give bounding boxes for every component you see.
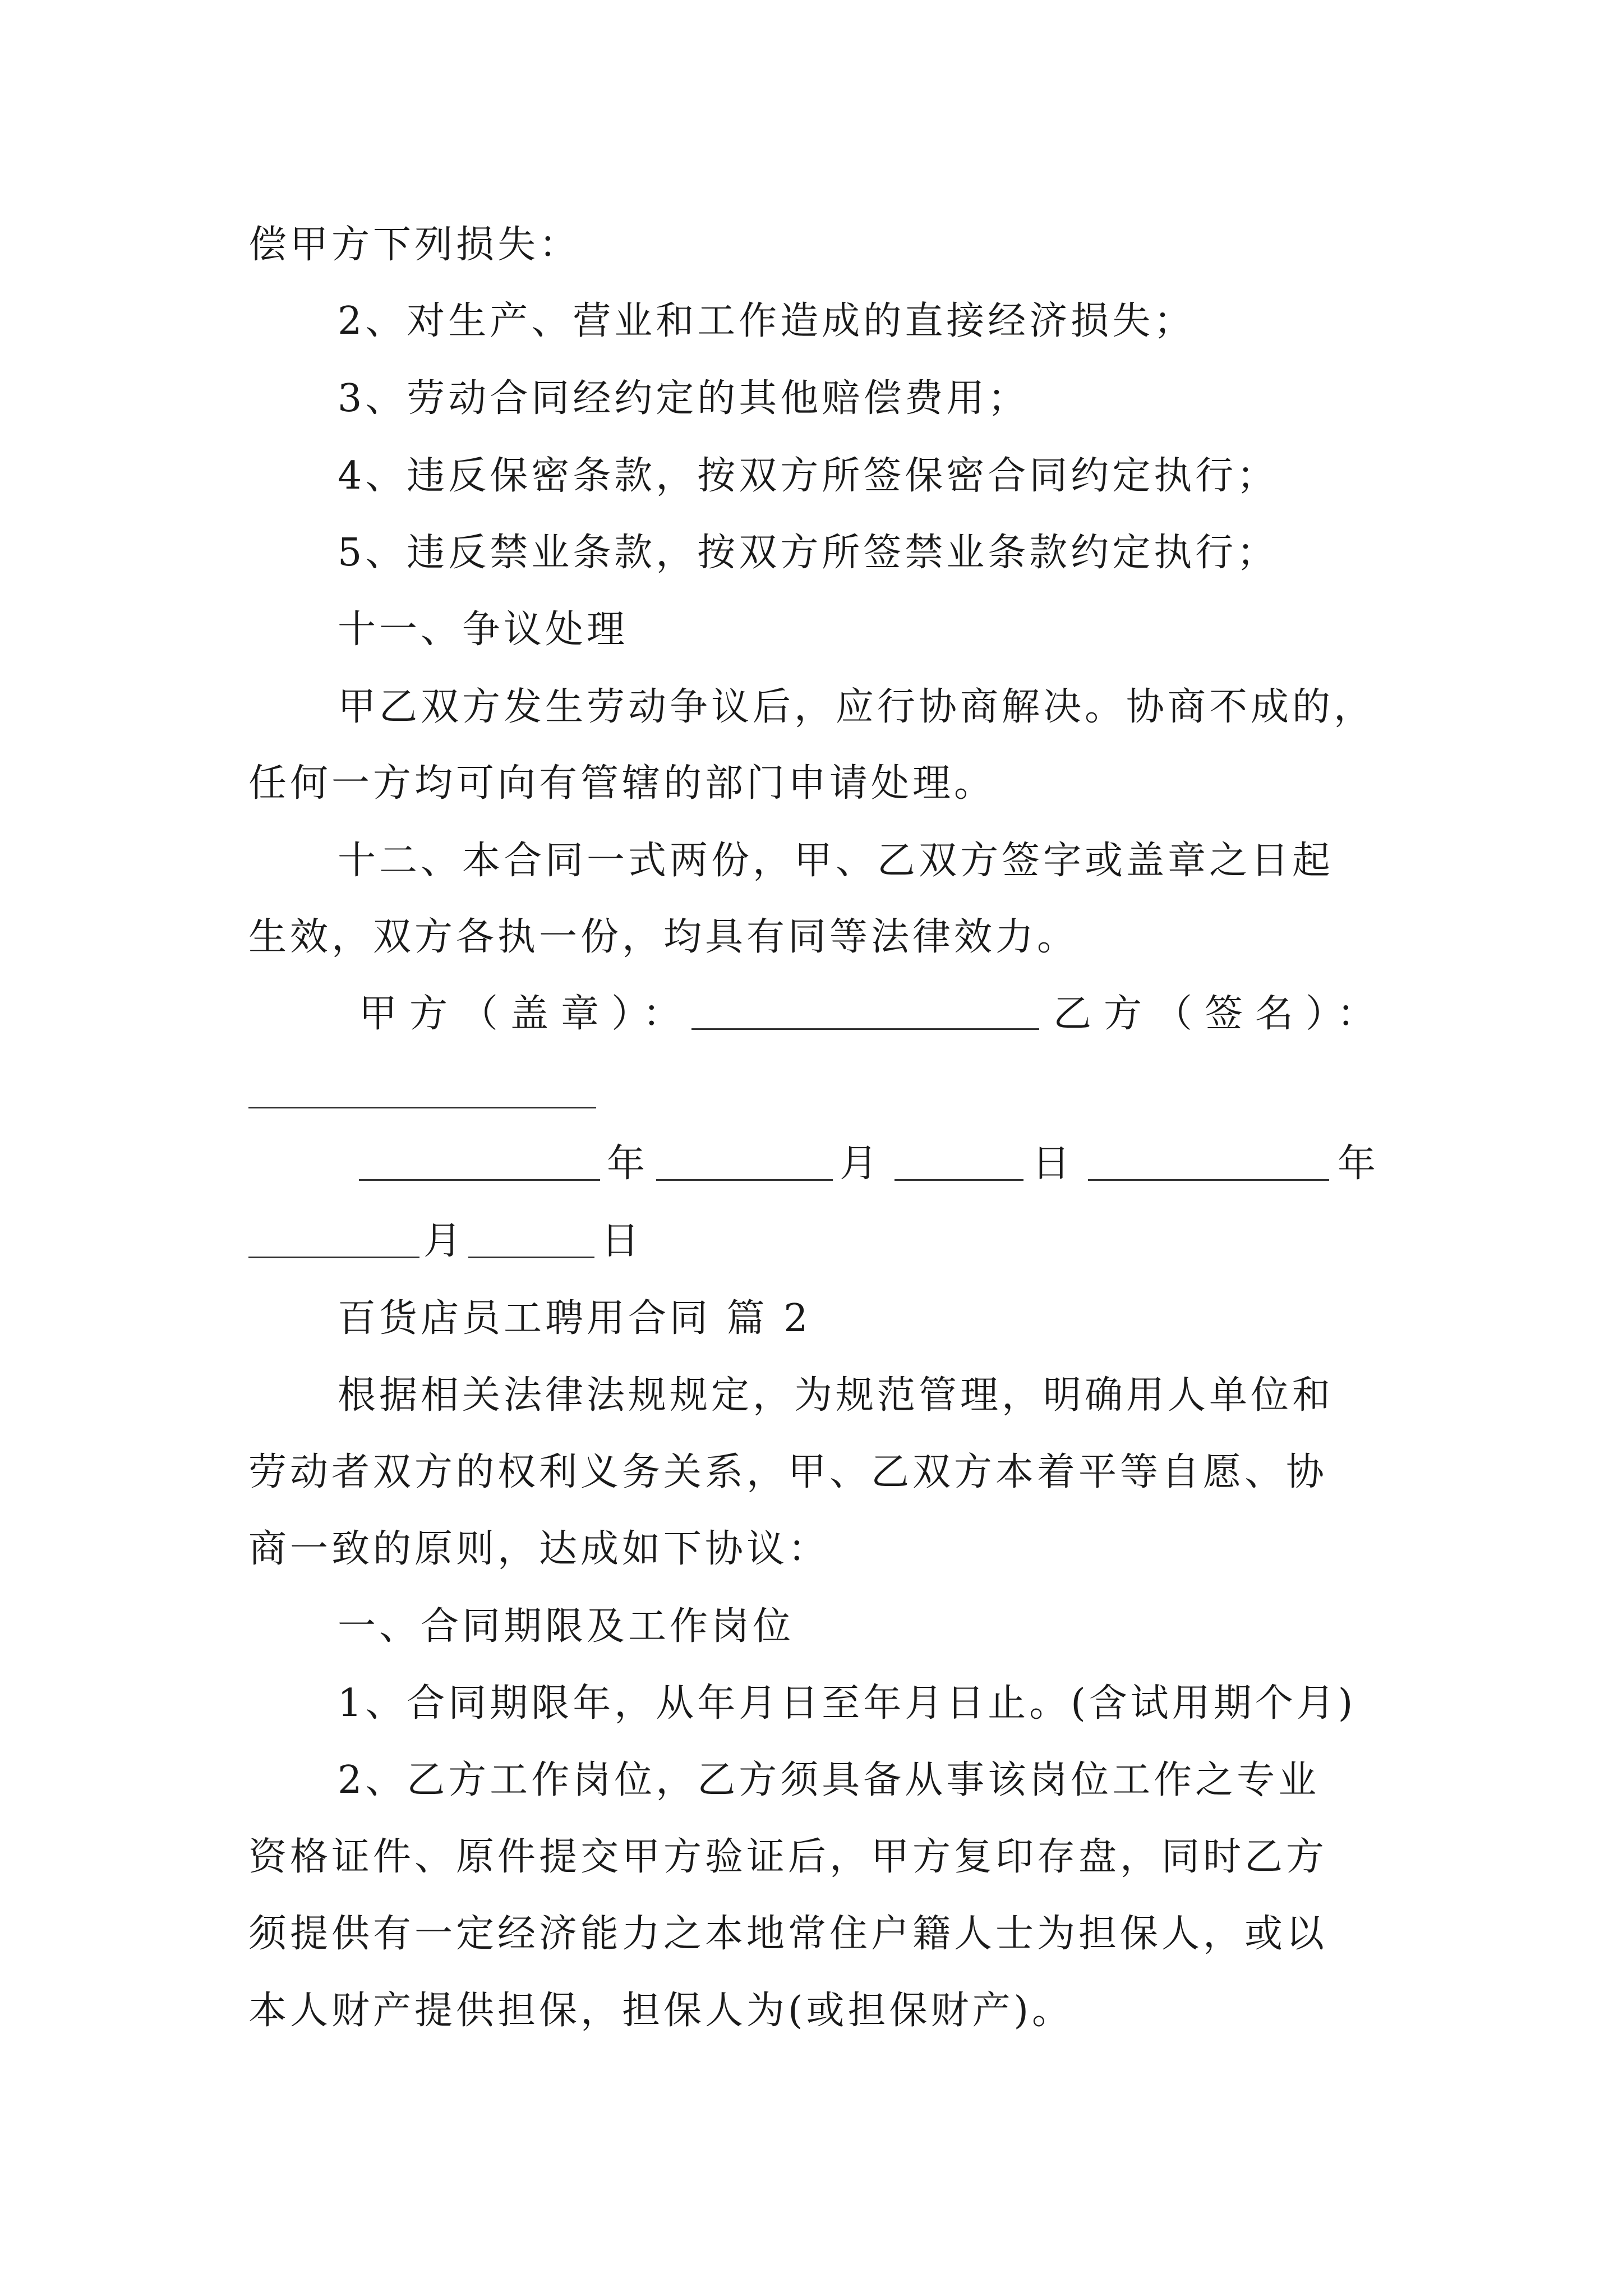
day-label: 日 (601, 1219, 640, 1263)
date-row-b (0, 1216, 1623, 1267)
text-line: 1、合同期限年，从年月日至年月日止。(含试用期个月) (338, 1681, 1357, 1726)
text-line: 2、对生产、营业和工作造成的直接经济损失； (338, 299, 1196, 343)
month-label: 月 (423, 1219, 462, 1263)
month-blank (248, 1257, 419, 1258)
date-row-a (0, 1139, 1623, 1189)
text-line: 2、乙方工作岗位，乙方须具备从事该岗位工作之专业 (338, 1758, 1320, 1802)
text-line: 资格证件、原件提交甲方验证后，甲方复印存盘，同时乙方 (248, 1835, 1328, 1879)
text-line: 十二、本合同一式两份，甲、乙双方签字或盖章之日起 (338, 839, 1334, 883)
text-line: 根据相关法律法规规定，为规范管理，明确用人单位和 (338, 1373, 1334, 1418)
party-b-label: 乙方（签名）： (1053, 992, 1388, 1036)
section-heading: 十一、争议处理 (338, 608, 629, 652)
year-label: 年 (607, 1142, 645, 1186)
day-label: 日 (1032, 1142, 1071, 1186)
text-line: 商一致的原则，达成如下协议： (248, 1527, 830, 1571)
text-line: 5、违反禁业条款，按双方所签禁业条款约定执行； (338, 531, 1279, 575)
year-blank (359, 1179, 600, 1181)
text-line: 3、劳动合同经约定的其他赔偿费用； (338, 376, 1030, 421)
text-line: 劳动者双方的权利义务关系，甲、乙双方本着平等自愿、协 (248, 1450, 1328, 1494)
year-blank (1088, 1179, 1329, 1181)
year-label: 年 (1338, 1142, 1376, 1186)
signature-row (359, 989, 1388, 1039)
text-line: 偿甲方下列损失： (248, 223, 581, 267)
text-line: 须提供有一定经济能力之本地常住户籍人士为担保人，或以 (248, 1912, 1328, 1956)
party-a-sign-line (691, 1028, 1039, 1030)
day-blank (468, 1257, 594, 1258)
text-line: 任何一方均可向有管辖的部门申请处理。 (248, 761, 996, 806)
party-b-sign-line (248, 1107, 596, 1108)
party-a-label: 甲方（盖章）： (359, 992, 694, 1036)
text-line: 生效，双方各执一份，均具有同等法律效力。 (248, 915, 1079, 959)
month-blank (656, 1179, 833, 1181)
section-title: 百货店员工聘用合同 篇 2 (338, 1296, 811, 1341)
month-label: 月 (840, 1142, 878, 1186)
day-blank (895, 1179, 1023, 1181)
section-heading: 一、合同期限及工作岗位 (338, 1604, 795, 1649)
text-line: 本人财产提供担保，担保人为(或担保财产)。 (248, 1989, 1074, 2033)
text-line: 4、违反保密条款，按双方所签保密合同约定执行； (338, 454, 1279, 498)
text-line: 甲乙双方发生劳动争议后，应行协商解决。协商不成的， (338, 685, 1376, 729)
